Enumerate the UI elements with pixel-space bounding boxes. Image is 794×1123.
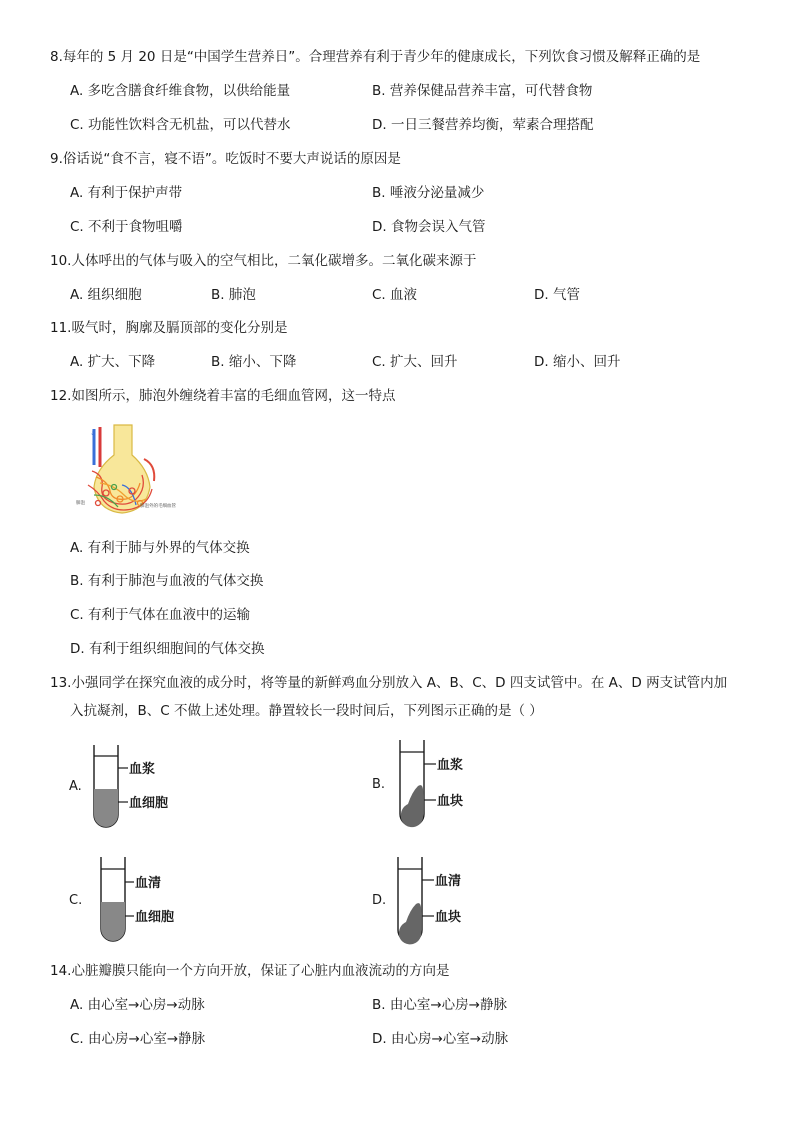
tube-b-clot	[401, 785, 423, 827]
tube-d-lower-label: 血块	[435, 910, 462, 925]
q8-option-c: C. 功能性饮料含无机盐，可以代替水	[70, 117, 291, 133]
q11-option-a: A. 扩大、下降	[70, 354, 156, 370]
q11-option-b: B. 缩小、下降	[211, 354, 297, 370]
figure-arrow-blue: ↓	[90, 430, 96, 437]
tube-c-lower-label: 血细胞	[135, 910, 175, 925]
q9-option-d: D. 食物会误入气管	[372, 219, 486, 235]
q9-option-b: B. 唾液分泌量减少	[372, 185, 485, 201]
test-tube-c	[66, 852, 206, 948]
q14-option-a: A. 由心室→心房→动脉	[70, 997, 205, 1013]
question-12-stem: 12.如图所示，肺泡外缠绕着丰富的毛细血管网，这一特点	[50, 388, 396, 404]
tube-c-letter: C.	[69, 893, 83, 908]
tube-d-letter: D.	[372, 893, 387, 908]
q12-option-a: A. 有利于肺与外界的气体交换	[70, 540, 250, 556]
tube-c-upper-label: 血清	[135, 876, 162, 891]
q8-option-a: A. 多吃含膳食纤维食物，以供给能量	[70, 83, 291, 99]
question-8-stem: 8.每年的 5 月 20 日是“中国学生营养日”。合理营养有利于青少年的健康成长，下列饮食习惯及解释正确的是	[50, 49, 701, 65]
tube-d-clot	[399, 903, 422, 944]
test-tube-a	[66, 738, 206, 834]
question-13-stem-line-2: 入抗凝剂，B、C 不做上述处理。静置较长一段时间后，下列图示正确的是（ ）	[70, 703, 543, 719]
tube-b-letter: B.	[372, 777, 386, 792]
figure-label-alveolus: 肺泡	[76, 501, 85, 506]
q9-option-c: C. 不利于食物咀嚼	[70, 219, 183, 235]
q12-option-d: D. 有利于组织细胞间的气体交换	[70, 641, 265, 657]
question-13-stem-line-1: 13.小强同学在探究血液的成分时，将等量的新鲜鸡血分别放入 A、B、C、D 四支试管中。在 A、D 两支试管内加	[50, 675, 728, 691]
q10-option-a: A. 组织细胞	[70, 287, 142, 303]
tube-a-lower-label: 血细胞	[129, 796, 169, 811]
q12-option-c: C. 有利于气体在血液中的运输	[70, 607, 251, 623]
q14-option-b: B. 由心室→心房→静脉	[372, 997, 507, 1013]
q11-option-d: D. 缩小、回升	[534, 354, 621, 370]
test-tube-b	[370, 736, 510, 832]
q8-option-b: B. 营养保健品营养丰富，可代替食物	[372, 83, 593, 99]
tube-a-upper-label: 血浆	[129, 762, 156, 777]
alveolus-capillary-figure	[74, 425, 176, 521]
q10-option-b: B. 肺泡	[211, 287, 256, 303]
test-tube-d	[370, 852, 510, 948]
q12-option-b: B. 有利于肺泡与血液的气体交换	[70, 573, 264, 589]
q11-option-c: C. 扩大、回升	[372, 354, 458, 370]
figure-label-capillary: 肺泡外的毛细血管	[140, 504, 176, 509]
question-11-stem: 11.吸气时，胸廓及膈顶部的变化分别是	[50, 320, 288, 336]
tube-d-upper-label: 血清	[435, 874, 462, 889]
tube-b-lower-label: 血块	[437, 794, 464, 809]
tube-b-upper-label: 血浆	[437, 758, 464, 773]
q9-option-a: A. 有利于保护声带	[70, 185, 183, 201]
tube-c-sediment	[101, 902, 125, 941]
q14-option-c: C. 由心房→心室→静脉	[70, 1031, 206, 1047]
question-10-stem: 10.人体呼出的气体与吸入的空气相比，二氧化碳增多。二氧化碳来源于	[50, 253, 477, 269]
q14-option-d: D. 由心房→心室→动脉	[372, 1031, 509, 1047]
q10-option-c: C. 血液	[372, 287, 418, 303]
question-14-stem: 14.心脏瓣膜只能向一个方向开放，保证了心脏内血液流动的方向是	[50, 963, 450, 979]
tube-a-sediment	[94, 789, 118, 827]
q8-option-d: D. 一日三餐营养均衡，荤素合理搭配	[372, 117, 594, 133]
tube-a-letter: A.	[69, 779, 82, 794]
question-9-stem: 9.俗话说“食不言，寝不语”。吃饭时不要大声说话的原因是	[50, 151, 401, 167]
q10-option-d: D. 气管	[534, 287, 580, 303]
